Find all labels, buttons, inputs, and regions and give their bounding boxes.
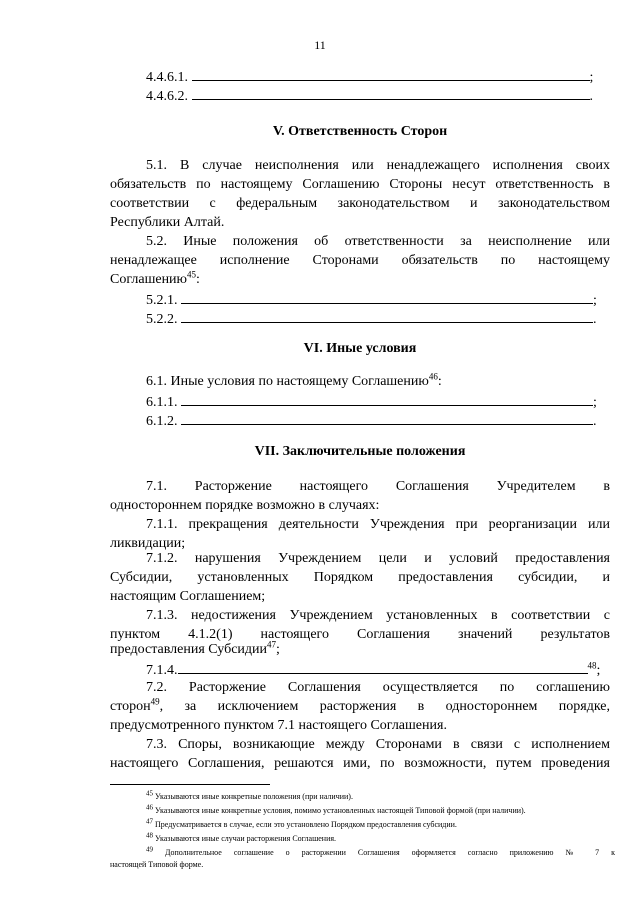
fill-end: . <box>593 414 597 429</box>
page-number: 11 <box>314 38 326 52</box>
footnote-text: Указываются иные конкретные условия, помимо установленных настоящей Типовой формой (при наличии). <box>155 806 526 815</box>
fill-line-4461 <box>146 67 610 86</box>
footnote-number: 46 <box>146 803 153 812</box>
footnote-text: Указываются иные случаи расторжения Соглашения. <box>155 834 337 843</box>
paragraph-text: предоставления Субсидии <box>110 642 268 657</box>
fill-end: . <box>589 89 593 104</box>
footnote-ref: 46 <box>428 371 438 382</box>
fill-blank <box>178 660 588 674</box>
footnote-ref: 45 <box>187 269 197 280</box>
footnote-49-continuation: настоящей Типовой форме. <box>110 860 204 869</box>
fill-line-612 <box>146 411 610 430</box>
footnote-text: Дополнительное соглашение о расторжении Соглашения оформляется согласно приложению № 7 к <box>165 848 616 857</box>
footnote-45 <box>146 789 615 802</box>
paragraph-line: ненадлежащее исполнение Сторонами обязательств по настоящему <box>110 253 610 268</box>
footnote-49 <box>146 845 616 858</box>
fill-label: 4.4.6.1. <box>146 70 188 85</box>
footnote-separator <box>110 784 270 785</box>
paragraph-line <box>146 373 610 390</box>
fill-end: . <box>593 312 597 327</box>
fill-label: 7.1.4. <box>146 663 178 678</box>
paragraph-line: одностороннем порядке возможно в случаях: <box>110 498 380 513</box>
paragraph-line: 7.2. Расторжение Соглашения осуществляется по соглашению <box>146 680 610 695</box>
footnote-number: 48 <box>146 831 153 840</box>
paragraph-text: , за исключением расторжения в одностороннем порядке, <box>159 699 610 714</box>
paragraph-text: 6.1. Иные условия по настоящему Соглашению <box>146 374 429 389</box>
paragraph-line: обязательств по настоящему Соглашению Стороны несут ответственность в <box>110 177 610 192</box>
paragraph-line: пунктом 4.1.2(1) настоящего Соглашения значений результатов <box>110 627 610 642</box>
paragraph-line <box>110 641 610 658</box>
paragraph-line: настоящего Соглашения, решаются ими, по возможности, путем проведения <box>110 756 610 771</box>
fill-line-522 <box>146 309 610 328</box>
paragraph-line <box>110 271 610 288</box>
fill-blank <box>181 411 593 425</box>
section-5-title: V. Ответственность Сторон <box>272 124 448 139</box>
footnote-47 <box>146 817 615 830</box>
fill-line-714 <box>146 660 610 679</box>
punctuation: ; <box>276 642 280 657</box>
fill-label: 4.4.6.2. <box>146 89 188 104</box>
fill-blank <box>181 309 593 323</box>
paragraph-line: настоящим Соглашением; <box>110 589 266 604</box>
footnote-number: 49 <box>146 845 153 854</box>
paragraph-line: Республики Алтай. <box>110 215 225 230</box>
fill-label: 6.1.1. <box>146 395 178 410</box>
footnote-48 <box>146 831 615 844</box>
fill-blank <box>181 392 593 406</box>
paragraph-line <box>110 698 610 715</box>
paragraph-line: 7.1.3. недостижения Учреждением установленных в соответствии с <box>146 608 610 623</box>
punctuation: : <box>196 272 200 287</box>
footnote-ref: 47 <box>267 639 277 650</box>
footnote-text: Предусматривается в случае, если это установлено Порядком предоставления субсидии. <box>155 820 457 829</box>
fill-blank <box>192 67 590 81</box>
footnote-number: 47 <box>146 817 153 826</box>
paragraph-line: Субсидии, установленных Порядком предоставления субсидии, и <box>110 570 610 585</box>
punctuation: : <box>437 374 442 389</box>
paragraph-line: 7.1.2. нарушения Учреждением цели и условий предоставления <box>146 551 610 566</box>
footnote-46 <box>146 803 615 816</box>
fill-line-611 <box>146 392 610 411</box>
fill-end: ; <box>593 395 597 410</box>
paragraph-text: сторон <box>110 699 151 714</box>
paragraph-line: ликвидации; <box>110 536 186 551</box>
paragraph-line: 5.1. В случае неисполнения или ненадлежащего исполнения своих <box>146 158 610 173</box>
section-6-title: VI. Иные условия <box>303 341 417 356</box>
paragraph-line: 5.2. Иные положения об ответственности за неисполнение или <box>146 234 610 249</box>
fill-label: 5.2.2. <box>146 312 178 327</box>
fill-label: 6.1.2. <box>146 414 178 429</box>
fill-blank <box>192 86 590 100</box>
fill-line-4462 <box>146 86 610 105</box>
fill-label: 5.2.1. <box>146 293 178 308</box>
paragraph-line: соответствии с федеральным законодательством и законодательством <box>110 196 610 211</box>
paragraph-line: 7.1. Расторжение настоящего Соглашения Учредителем в <box>146 479 610 494</box>
paragraph-line: 7.3. Споры, возникающие между Сторонами в связи с исполнением <box>146 737 610 752</box>
footnote-number: 45 <box>146 789 153 798</box>
fill-end: ; <box>593 293 597 308</box>
punctuation: ; <box>596 663 601 678</box>
fill-line-521 <box>146 290 610 309</box>
footnote-ref: 49 <box>150 696 160 707</box>
fill-end: ; <box>589 70 594 85</box>
footnote-ref: 48 <box>587 660 597 671</box>
paragraph-text: Соглашению <box>110 272 188 287</box>
footnote-text: Указываются иные конкретные положения (при наличии). <box>155 792 353 801</box>
section-7-title: VII. Заключительные положения <box>254 444 466 459</box>
paragraph-line: предусмотренного пунктом 7.1 настоящего Соглашения. <box>110 718 447 733</box>
fill-blank <box>181 290 593 304</box>
paragraph-line: 7.1.1. прекращения деятельности Учреждения при реорганизации или <box>146 517 610 532</box>
